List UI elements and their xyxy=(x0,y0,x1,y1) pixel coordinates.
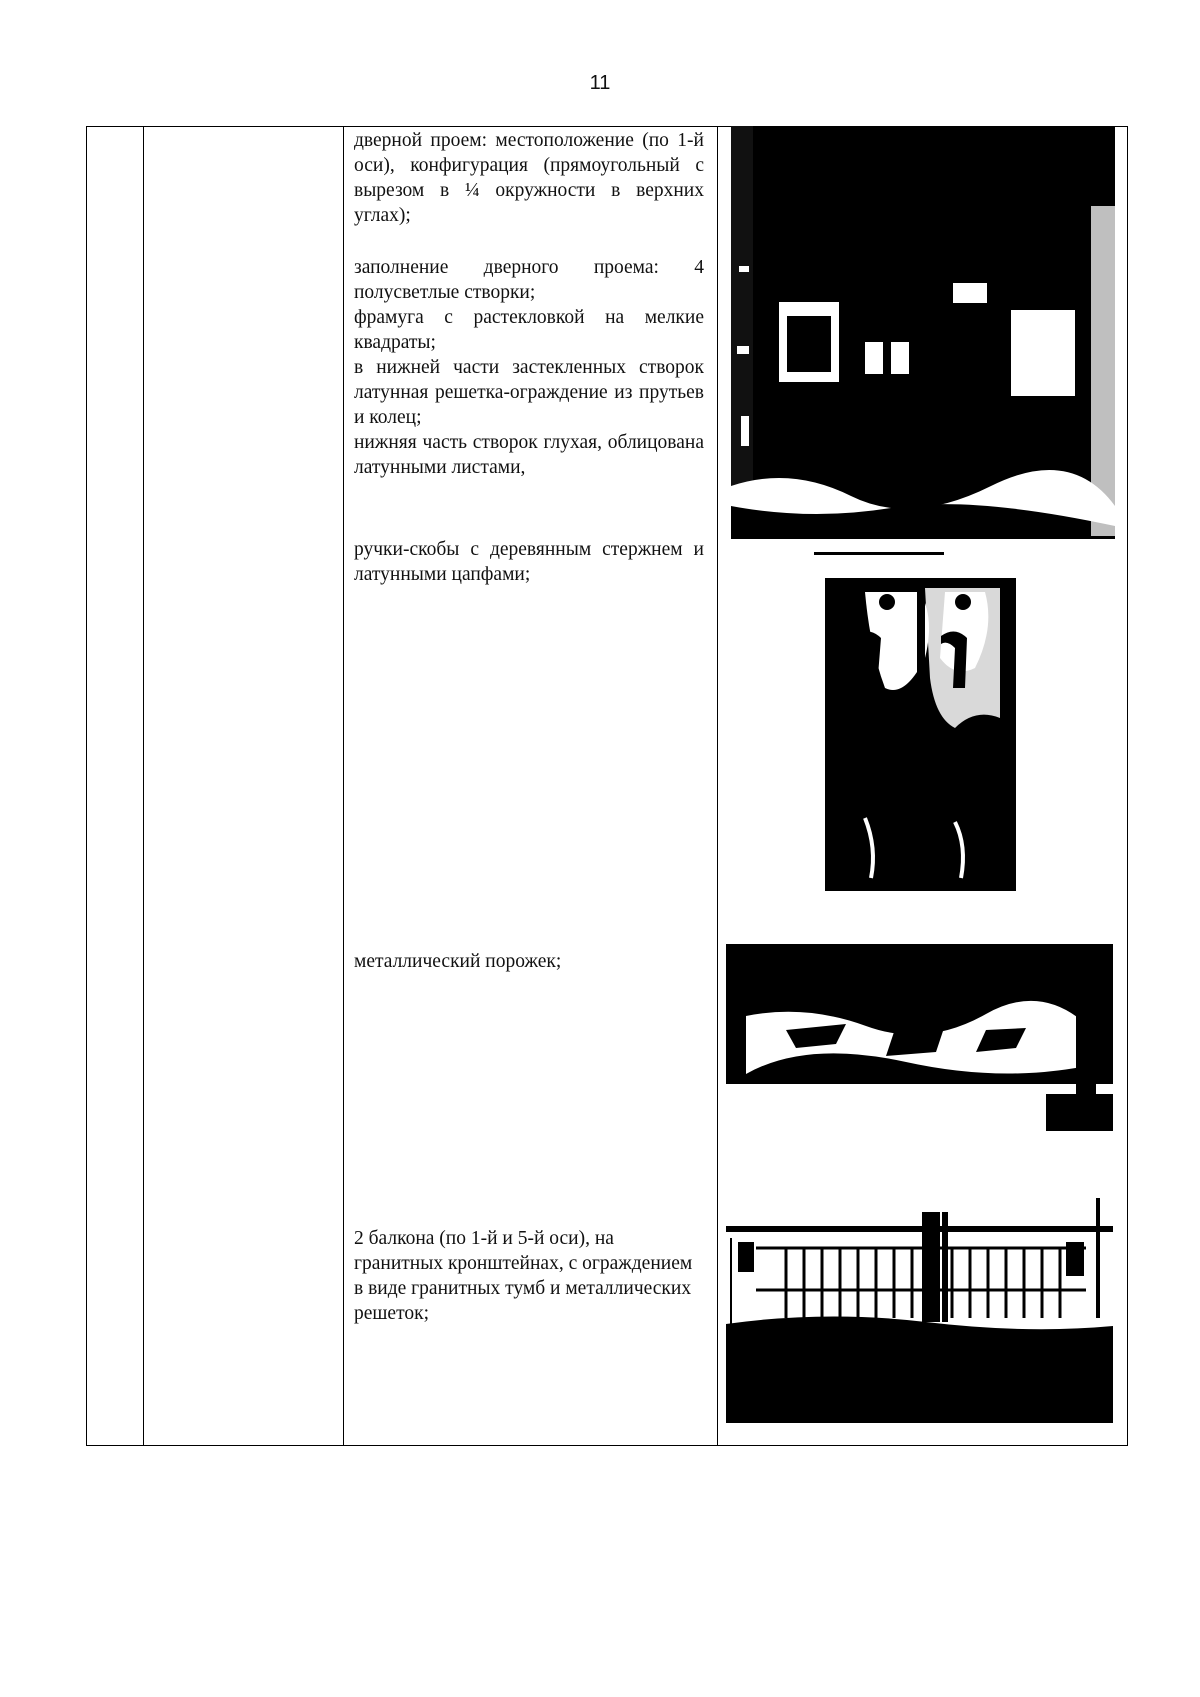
paragraph: нижняя часть створок глухая, облицована латунными листами, xyxy=(354,432,704,478)
paragraph: дверной проем: местоположение (по 1-й оси), конфигурация (прямоугольный с вырезом в ¼ окружности в верхних углах); xyxy=(354,130,704,226)
threshold-photo xyxy=(726,944,1113,1131)
paragraph: металлический порожек; xyxy=(354,951,562,972)
door-entrance-photo xyxy=(731,126,1115,539)
column-divider xyxy=(717,127,718,1445)
column-divider xyxy=(143,127,144,1445)
balcony-photo xyxy=(726,1198,1113,1423)
row-door-fill-text xyxy=(354,255,704,480)
paragraph: 2 балкона (по 1-й и 5-й оси), на гранитных кронштейнах, с ограждением в виде гранитных тумб и металлических решеток; xyxy=(354,1228,693,1324)
row-threshold-text xyxy=(354,949,704,974)
column-divider xyxy=(343,127,344,1445)
door-handles-photo xyxy=(825,578,1016,891)
row-handles-text xyxy=(354,537,704,587)
paragraph: ручки-скобы с деревянным стержнем и латунными цапфами; xyxy=(354,539,704,585)
row-doorway-text xyxy=(354,128,704,228)
photo-divider-line xyxy=(814,552,944,555)
paragraph: заполнение дверного проема: 4 полусветлые створки; xyxy=(354,257,704,303)
paragraph: фрамуга с растекловкой на мелкие квадраты; xyxy=(354,307,704,353)
page-number: 11 xyxy=(589,72,611,94)
paragraph: в нижней части застекленных створок латунная решетка-ограждение из прутьев и колец; xyxy=(354,357,704,428)
row-balcony-text xyxy=(354,1226,704,1326)
